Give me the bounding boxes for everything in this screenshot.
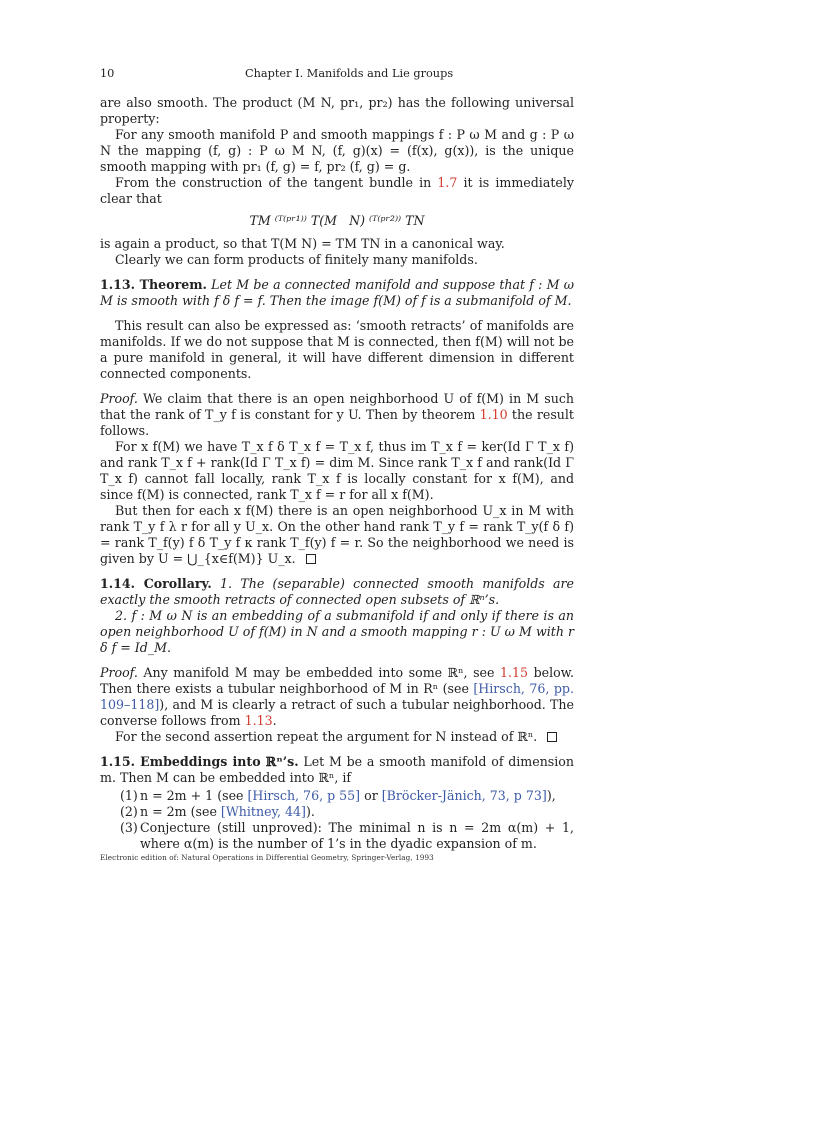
list-item: (3) Conjecture (still unproved): The minimal n is n = 2m α(m) + 1, where α(m) is the number of 1’s in the dyadic expansion of m. [120, 820, 574, 851]
numbered-list [100, 788, 574, 852]
section-title: 1.15. Embeddings into ℝⁿ’s. [100, 754, 299, 769]
paragraph: For the second assertion repeat the argument for N instead of ℝⁿ. [100, 729, 574, 745]
citation-link[interactable]: [Hirsch, 76, pp. 109–118] [100, 681, 574, 712]
paragraph: For any smooth manifold P and smooth mappings f : P ω M and g : P ω N the mapping (f, g) : P ω M N, (f, g)(x) = (f(x), g(x)), is the unique smooth mapping with pr₁ (f, g) = f, pr₂ (f, g) = g. [100, 127, 574, 174]
paragraph: This result can also be expressed as: ‘smooth retracts’ of manifolds are manifolds. If we do not suppose that M is connected, then f(M) will not be a pure manifold in general, it will have different dimension in different connected components. [100, 318, 574, 381]
theorem-statement: Let M be a connected manifold and suppose that f : M ω M is smooth with f δ f = f. Then the image f(M) of f is a submanifold of M. [100, 277, 574, 308]
theorem-title: 1.13. Theorem. [100, 277, 207, 292]
proof-label: Proof. [100, 391, 138, 406]
paragraph: From the construction of the tangent bundle in 1.7 it is immediately clear that [100, 175, 574, 206]
qed-symbol [547, 732, 557, 742]
cross-reference-link[interactable]: 1.13 [244, 713, 273, 728]
corollary-title: 1.14. Corollary. [100, 576, 212, 591]
paragraph: But then for each x f(M) there is an open neighborhood U_x in M with rank T_y f λ r for all y U_x. On the other hand rank T_y f = rank T_y(f δ f) = rank T_f(y) f δ T_y f κ rank T_f(y) f = r. So the neighborhood we need is given by U = ⋃_{x∈f(M)} U_x. [100, 503, 574, 566]
section: 1.15. Embeddings into ℝⁿ’s. Let M be a smooth manifold of dimension m. Then M can be embedded into ℝⁿ, if [100, 754, 574, 785]
paragraph: are also smooth. The product (M N, pr₁, pr₂) has the following universal property: [100, 95, 574, 126]
corollary-part: 2. f : M ω N is an embedding of a submanifold if and only if there is an open neighborhood U of f(M) in N and a smooth mapping r : U ω M with r δ f = Id_M. [100, 608, 574, 655]
chapter-title: Chapter I. Manifolds and Lie groups [245, 67, 454, 80]
display-equation: TM ⁽ᵀ⁽ᵖʳ¹⁾⁾ T(M N) ⁽ᵀ⁽ᵖʳ²⁾⁾ TN [249, 213, 425, 228]
page-number: 10 [100, 67, 115, 80]
theorem [100, 277, 574, 309]
proof: Proof. We claim that there is an open neighborhood U of f(M) in M such that the rank of T_y f is constant for y U. Then by theorem 1.10 the result follows. [100, 391, 574, 438]
footer: Electronic edition of: Natural Operations in Differential Geometry, Springer-Verlag, 1993 [100, 853, 434, 862]
proof: Proof. Any manifold M may be embedded into some ℝⁿ, see 1.15 below. Then there exists a tubular neighborhood of M in Rⁿ (see [Hirsch, 76, pp. 109–118]), and M is clearly a retract of such a tubular neighborhood. The converse follows from 1.13. [100, 665, 574, 728]
paragraph: For x f(M) we have T_x f δ T_x f = T_x f, thus im T_x f = ker(Id Γ T_x f) and rank T_x f + rank(Id Γ T_x f) = dim M. Since rank T_x f and rank(Id Γ T_x f) cannot fall locally, rank T_x f is locally constant for x f(M), and since f(M) is connected, rank T_x f = r for all x f(M). [100, 439, 574, 502]
cross-reference-link[interactable]: 1.10 [479, 407, 508, 422]
cross-reference-link[interactable]: 1.15 [500, 665, 529, 680]
corollary: 1.14. Corollary. 1. The (separable) connected smooth manifolds are exactly the smooth retracts of connected open subsets of ℝⁿ’s. [100, 576, 574, 607]
citation-link[interactable]: [Bröcker-Jänich, 73, p 73] [381, 788, 547, 803]
citation-link[interactable]: [Whitney, 44] [220, 804, 306, 819]
citation-link[interactable]: [Hirsch, 76, p 55] [247, 788, 361, 803]
cross-reference-link[interactable]: 1.7 [437, 175, 458, 190]
paragraph: Clearly we can form products of finitely many manifolds. [115, 252, 478, 267]
paragraph: is again a product, so that T(M N) = TM TN in a canonical way. [100, 236, 505, 251]
body-text [100, 95, 574, 852]
proof-label: Proof. [100, 665, 138, 680]
qed-symbol [306, 554, 316, 564]
list-item: (1) n = 2m + 1 (see [Hirsch, 76, p 55] or [Bröcker-Jänich, 73, p 73]), [120, 788, 556, 803]
list-item: (2) n = 2m (see [Whitney, 44]). [120, 804, 315, 819]
